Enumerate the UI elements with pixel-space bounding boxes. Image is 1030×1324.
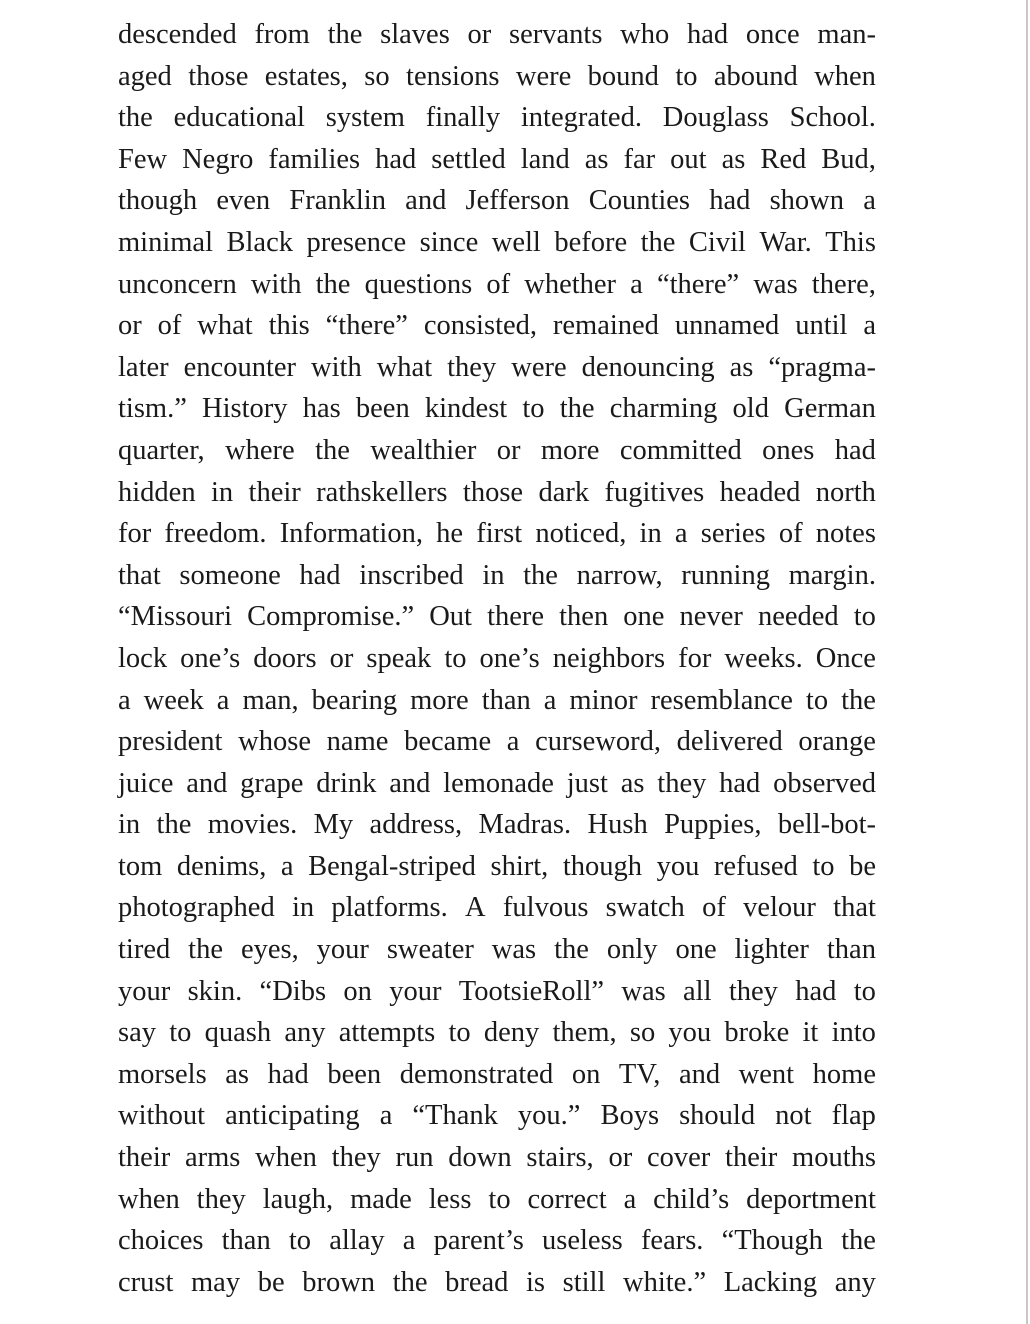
text-line: aged those estates, so tensions were bound to abound when bbox=[118, 60, 876, 92]
text-line: say to quash any attempts to deny them, so you broke it into bbox=[118, 1017, 876, 1049]
text-line: president whose name became a curseword, delivered orange bbox=[118, 726, 876, 758]
text-line: photographed in platforms. A fulvous swatch of velour that bbox=[118, 892, 876, 924]
text-line: later encounter with what they were denouncing as “pragma- bbox=[118, 351, 876, 383]
text-line: when they laugh, made less to correct a child’s deportment bbox=[118, 1183, 876, 1215]
text-line: their arms when they run down stairs, or cover their mouths bbox=[118, 1142, 876, 1174]
text-line: tired the eyes, your sweater was the only one lighter than bbox=[118, 934, 876, 966]
text-line: in the movies. My address, Madras. Hush Puppies, bell-bot- bbox=[118, 809, 876, 841]
text-line: choices than to allay a parent’s useless fears. “Though the bbox=[118, 1225, 876, 1257]
text-line: crust may be brown the bread is still white.” Lacking any bbox=[118, 1266, 876, 1298]
text-line: without anticipating a “Thank you.” Boys should not flap bbox=[118, 1100, 876, 1132]
text-line: tism.” History has been kindest to the charming old German bbox=[118, 393, 876, 425]
text-line: minimal Black presence since well before the Civil War. This bbox=[118, 226, 876, 258]
text-line: morsels as had been demonstrated on TV, and went home bbox=[118, 1058, 876, 1090]
text-line: Few Negro families had settled land as far out as Red Bud, bbox=[118, 143, 876, 175]
text-line: juice and grape drink and lemonade just as they had observed bbox=[118, 767, 876, 799]
text-line: unconcern with the questions of whether a “there” was there, bbox=[118, 268, 876, 300]
text-line: for freedom. Information, he first noticed, in a series of notes bbox=[118, 518, 876, 550]
text-line: quarter, where the wealthier or more committed ones had bbox=[118, 434, 876, 466]
text-line: lock one’s doors or speak to one’s neighbors for weeks. Once bbox=[118, 642, 876, 674]
text-line: though even Franklin and Jefferson Counties had shown a bbox=[118, 185, 876, 217]
text-line: “Missouri Compromise.” Out there then one never needed to bbox=[118, 601, 876, 633]
text-line: that someone had inscribed in the narrow, running margin. bbox=[118, 559, 876, 591]
text-line: your skin. “Dibs on your TootsieRoll” was all they had to bbox=[118, 975, 876, 1007]
text-line: the educational system finally integrated. Douglass School. bbox=[118, 102, 876, 134]
text-line: or of what this “there” consisted, remained unnamed until a bbox=[118, 310, 876, 342]
text-line: tom denims, a Bengal-striped shirt, though you refused to be bbox=[118, 850, 876, 882]
text-line: a week a man, bearing more than a minor resemblance to the bbox=[118, 684, 876, 716]
text-line: hidden in their rathskellers those dark fugitives headed north bbox=[118, 476, 876, 508]
body-text bbox=[118, 14, 876, 1303]
text-line: descended from the slaves or servants who had once man- bbox=[118, 19, 876, 50]
